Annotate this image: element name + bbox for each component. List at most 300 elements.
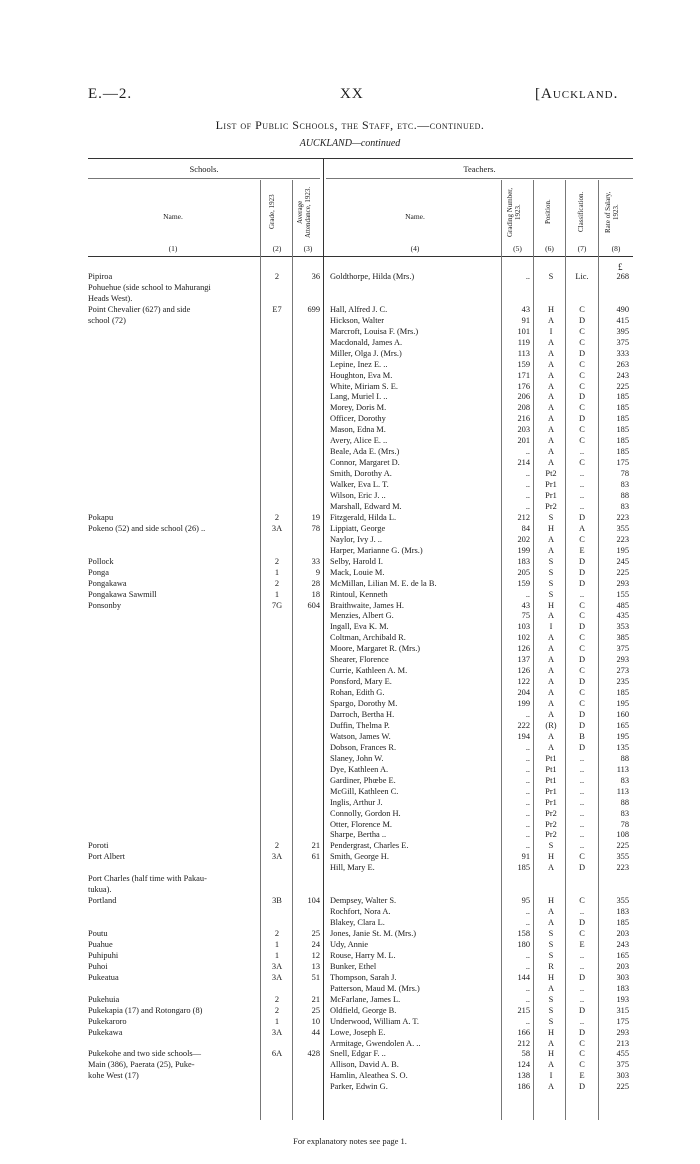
table-row — [0, 929, 700, 940]
school-name-cell: Puahue — [88, 939, 113, 949]
classification-cell: .. — [579, 491, 585, 500]
teacher-name-cell: Thompson, Sarah J. — [330, 972, 397, 982]
grade-cell: 7G — [271, 600, 283, 610]
teacher-name-cell: Shearer, Florence — [330, 655, 389, 665]
col-number: (4) — [410, 244, 420, 253]
salary-cell: 88 — [620, 797, 629, 807]
teacher-name-cell: Morey, Doris M. — [330, 403, 387, 413]
classification-cell: D — [578, 567, 586, 577]
group-underline-schools — [88, 178, 320, 179]
position-cell: A — [547, 655, 555, 665]
teacher-name-cell: Braithwaite, James H. — [330, 600, 404, 610]
attendance-cell: 25 — [311, 1005, 320, 1015]
table-row — [0, 820, 700, 831]
classification-cell: C — [579, 403, 585, 413]
position-cell: (R) — [545, 720, 557, 730]
table-row — [0, 633, 700, 644]
attendance-cell: 25 — [311, 929, 320, 938]
position-cell: S — [548, 929, 554, 938]
grade-cell: 2 — [274, 556, 280, 566]
grade-cell: 1 — [274, 589, 280, 599]
classification-cell: .. — [579, 950, 585, 960]
grading-number-cell: 43 — [521, 304, 530, 314]
position-cell: Pr2 — [545, 501, 557, 511]
salary-cell: 203 — [616, 961, 629, 971]
grade-cell: 2 — [274, 994, 280, 1004]
grading-number-cell: .. — [525, 447, 530, 457]
position-cell: H — [547, 600, 555, 610]
salary-cell: 185 — [616, 436, 629, 446]
position-cell: A — [547, 1082, 555, 1092]
salary-cell: 78 — [620, 469, 629, 479]
position-cell: A — [547, 918, 555, 928]
grading-number-cell: .. — [525, 469, 530, 479]
salary-cell: 303 — [616, 1071, 629, 1081]
table-row — [0, 1039, 700, 1050]
salary-cell: 375 — [616, 644, 629, 654]
salary-cell: 185 — [616, 688, 629, 698]
grading-number-cell: .. — [525, 994, 530, 1004]
classification-cell: D — [578, 677, 586, 687]
classification-cell: C — [579, 534, 585, 544]
header-bottom-rule — [88, 256, 633, 257]
table-row — [0, 546, 700, 557]
position-cell: H — [547, 1049, 555, 1059]
classification-cell: D — [578, 1082, 586, 1092]
position-cell: Pt2 — [545, 469, 557, 479]
teacher-name-cell: Darroch, Bertha H. — [330, 710, 395, 719]
school-name-cell: Poutu — [88, 929, 108, 938]
salary-cell: 78 — [620, 819, 629, 829]
table-row — [0, 1028, 700, 1039]
salary-cell: 88 — [620, 753, 629, 763]
teacher-name-cell: Oldfield, George B. — [330, 1005, 397, 1015]
grade-cell: 2 — [274, 578, 280, 588]
attendance-cell: 36 — [311, 272, 320, 281]
col-number: (6) — [545, 244, 554, 253]
salary-cell: 88 — [620, 491, 629, 500]
teacher-name-cell: Houghton, Eva M. — [330, 370, 393, 380]
salary-cell: 293 — [616, 655, 629, 665]
classification-cell: D — [578, 710, 586, 719]
classification-cell: C — [579, 425, 585, 435]
teacher-name-cell: Marcroft, Louisa F. (Mrs.) — [330, 326, 419, 336]
table-row — [0, 973, 700, 984]
table-row — [0, 349, 700, 360]
salary-cell: 113 — [616, 786, 629, 796]
grading-number-cell: 119 — [517, 337, 530, 347]
grade-cell: 3A — [271, 523, 283, 533]
teacher-name-cell: Blakey, Clara L. — [330, 918, 385, 928]
classification-cell: C — [579, 370, 585, 380]
position-cell: A — [547, 425, 555, 435]
col-header-classification: Classification. — [577, 191, 585, 233]
teacher-name-cell: Connor, Margaret D. — [330, 458, 400, 468]
position-cell: H — [547, 852, 555, 862]
table-row — [0, 524, 700, 535]
teacher-name-cell: Officer, Dorothy — [330, 414, 386, 424]
table-row — [0, 732, 700, 743]
table-row — [0, 721, 700, 732]
table-row — [0, 885, 700, 896]
position-cell: Pt1 — [545, 753, 557, 763]
position-cell: A — [547, 1038, 555, 1048]
classification-cell: .. — [579, 907, 585, 917]
grading-number-cell: 158 — [517, 929, 530, 938]
teacher-name-cell: Smith, George H. — [330, 852, 389, 862]
table-row — [0, 283, 700, 294]
grading-number-cell: .. — [525, 710, 530, 719]
salary-cell: 435 — [616, 611, 629, 621]
school-name-cell: Port Charles (half time with Pakau- — [88, 874, 207, 884]
classification-cell: C — [579, 304, 585, 314]
grading-number-cell: 126 — [517, 666, 530, 676]
salary-cell: 223 — [616, 512, 629, 522]
table-row — [0, 655, 700, 666]
position-cell: S — [548, 994, 554, 1004]
teacher-name-cell: Watson, James W. — [330, 731, 391, 741]
attendance-cell: 699 — [307, 304, 320, 314]
salary-cell: 225 — [616, 381, 629, 391]
table-row — [0, 305, 700, 316]
classification-cell: C — [579, 337, 585, 347]
table-row — [0, 447, 700, 458]
col-number: (1) — [168, 244, 178, 253]
grading-number-cell: .. — [525, 841, 530, 851]
grading-number-cell: 138 — [517, 1071, 530, 1081]
grading-number-cell: 205 — [517, 567, 530, 577]
attendance-cell: 604 — [307, 600, 320, 610]
attendance-cell: 51 — [311, 972, 320, 982]
grade-cell: 3A — [271, 852, 283, 862]
school-name-cell: Heads West). — [88, 293, 133, 303]
salary-cell: 293 — [616, 578, 629, 588]
grading-number-cell: .. — [525, 830, 530, 840]
position-cell: H — [547, 523, 555, 533]
salary-cell: 490 — [616, 304, 629, 314]
position-cell: Pr1 — [545, 797, 557, 807]
table-row — [0, 951, 700, 962]
school-name-cell: Portland — [88, 896, 117, 906]
classification-cell: .. — [579, 469, 585, 479]
grading-number-cell: 113 — [517, 348, 530, 358]
classification-cell: D — [578, 392, 586, 402]
attendance-cell: 44 — [311, 1027, 320, 1037]
grading-number-cell: 194 — [517, 731, 530, 741]
salary-cell: 185 — [616, 403, 629, 413]
position-cell: Pr2 — [545, 808, 557, 818]
grading-number-cell: 186 — [517, 1082, 530, 1092]
grading-number-cell: .. — [525, 819, 530, 829]
group-heading-schools: Schools. — [189, 164, 219, 174]
position-cell: A — [547, 534, 555, 544]
teacher-name-cell: Rintoul, Kenneth — [330, 589, 388, 599]
position-cell: S — [548, 578, 554, 588]
salary-cell: 235 — [616, 677, 629, 687]
attendance-cell: 10 — [311, 1016, 320, 1026]
salary-cell: 160 — [616, 710, 629, 719]
position-cell: Pr1 — [545, 480, 557, 490]
teacher-name-cell: Dye, Kathleen A. — [330, 764, 389, 774]
salary-cell: 243 — [616, 939, 629, 949]
grading-number-cell: .. — [525, 961, 530, 971]
salary-cell: 83 — [620, 808, 629, 818]
col-number: (3) — [303, 244, 313, 253]
table-row — [0, 841, 700, 852]
school-name-cell: Poroti — [88, 841, 109, 851]
salary-cell: 243 — [616, 370, 629, 380]
position-cell: Pt1 — [545, 764, 557, 774]
table-row — [0, 458, 700, 469]
table-row — [0, 469, 700, 480]
grading-number-cell: .. — [525, 742, 530, 752]
grade-cell: 3B — [272, 896, 282, 906]
teacher-name-cell: Allison, David A. B. — [330, 1060, 399, 1070]
grading-number-cell: 206 — [517, 392, 530, 402]
school-name-cell: Pukekaroro — [88, 1016, 127, 1026]
grading-number-cell: 84 — [521, 523, 530, 533]
table-row — [0, 327, 700, 338]
position-cell: H — [547, 304, 555, 314]
grading-number-cell: 222 — [517, 720, 530, 730]
position-cell: A — [547, 907, 555, 917]
table-row — [0, 1049, 700, 1060]
teacher-name-cell: Goldthorpe, Hilda (Mrs.) — [330, 272, 415, 281]
salary-cell: 83 — [620, 775, 629, 785]
position-cell: A — [547, 710, 555, 719]
teacher-name-cell: Lang, Muriel I. .. — [330, 392, 388, 402]
table-row — [0, 830, 700, 841]
salary-cell: 165 — [616, 950, 629, 960]
salary-cell: 155 — [616, 589, 629, 599]
teacher-name-cell: Jones, Janie St. M. (Mrs.) — [330, 929, 417, 938]
position-cell: Pr2 — [545, 830, 557, 840]
position-cell: Pr1 — [545, 786, 557, 796]
table-row — [0, 392, 700, 403]
page-header-left: E.—2. — [88, 86, 133, 102]
classification-cell: C — [579, 644, 585, 654]
classification-cell: C — [579, 381, 585, 391]
salary-cell: 355 — [616, 896, 629, 906]
school-name-cell: tukua). — [88, 885, 112, 895]
teacher-name-cell: McGill, Kathleen C. — [330, 786, 399, 796]
position-cell: A — [547, 348, 555, 358]
school-name-cell: Pokeno (52) and side school (26) .. — [88, 523, 206, 533]
teacher-name-cell: Marshall, Edward M. — [330, 501, 402, 511]
classification-cell: .. — [579, 797, 585, 807]
school-name-cell: Pukekohe and two side schools— — [88, 1049, 202, 1059]
salary-cell: 355 — [616, 523, 629, 533]
classification-cell: .. — [579, 447, 585, 457]
teacher-name-cell: Inglis, Arthur J. — [330, 797, 383, 807]
teacher-name-cell: Currie, Kathleen A. M. — [330, 666, 408, 676]
grade-cell: 2 — [274, 512, 280, 522]
grading-number-cell: 144 — [517, 972, 530, 982]
teacher-name-cell: Snell, Edgar F. .. — [330, 1049, 386, 1059]
position-cell: A — [547, 337, 555, 347]
salary-cell: 353 — [616, 622, 629, 632]
teacher-name-cell: Patterson, Maud M. (Mrs.) — [330, 983, 420, 993]
classification-cell: .. — [579, 480, 585, 490]
position-cell: H — [547, 1027, 555, 1037]
classification-cell: D — [578, 414, 586, 424]
position-cell: A — [547, 381, 555, 391]
grading-number-cell: .. — [525, 491, 530, 500]
grade-cell: 3A — [271, 972, 283, 982]
attendance-cell: 21 — [311, 994, 320, 1004]
grading-number-cell: .. — [525, 808, 530, 818]
position-cell: A — [547, 1060, 555, 1070]
school-name-cell: Point Chevalier (627) and side — [88, 304, 191, 314]
classification-cell: C — [579, 929, 585, 938]
table-row — [0, 743, 700, 754]
group-heading-teachers: Teachers. — [463, 164, 496, 174]
table-row — [0, 688, 700, 699]
salary-cell: 333 — [616, 348, 629, 358]
table-row — [0, 568, 700, 579]
teacher-name-cell: Rouse, Harry M. L. — [330, 950, 396, 960]
position-cell: A — [547, 644, 555, 654]
grading-number-cell: .. — [525, 753, 530, 763]
teacher-name-cell: Moore, Margaret R. (Mrs.) — [330, 644, 421, 654]
col-header-grading: Grading Number, 1923. — [506, 187, 522, 237]
salary-cell: 175 — [616, 1016, 629, 1026]
position-cell: S — [548, 556, 554, 566]
salary-cell: 175 — [616, 458, 629, 468]
teacher-name-cell: Udy, Annie — [330, 939, 369, 949]
table-row — [0, 863, 700, 874]
col-header-attendance: Average Attendance, 1923. — [296, 186, 312, 238]
col-header-position: Position. — [544, 199, 552, 225]
classification-cell: C — [579, 666, 585, 676]
classification-cell: C — [579, 1060, 585, 1070]
table-row — [0, 316, 700, 327]
position-cell: A — [547, 458, 555, 468]
position-cell: A — [547, 666, 555, 676]
grading-number-cell: 137 — [517, 655, 530, 665]
grading-number-cell: 176 — [517, 381, 530, 391]
position-cell: S — [548, 512, 554, 522]
attendance-cell: 21 — [311, 841, 320, 851]
grading-number-cell: 199 — [517, 699, 530, 709]
table-row — [0, 995, 700, 1006]
classification-cell: E — [579, 545, 585, 555]
grading-number-cell: 43 — [521, 600, 530, 610]
school-name-cell: Pukehuia — [88, 994, 120, 1004]
grading-number-cell: .. — [525, 950, 530, 960]
table-row — [0, 874, 700, 885]
teacher-name-cell: McFarlane, James L. — [330, 994, 401, 1004]
grading-number-cell: 95 — [521, 896, 530, 906]
attendance-cell: 19 — [311, 512, 320, 522]
salary-cell: 375 — [616, 337, 629, 347]
position-cell: Pr2 — [545, 819, 557, 829]
position-cell: A — [547, 611, 555, 621]
teacher-name-cell: Ponsford, Mary E. — [330, 677, 392, 687]
salary-cell: 195 — [616, 699, 629, 709]
teacher-name-cell: Lepine, Inez E. .. — [330, 359, 388, 369]
table-row — [0, 787, 700, 798]
classification-cell: E — [579, 1071, 585, 1081]
col-header-grade: Grade, 1923 — [268, 194, 276, 230]
table-row — [0, 940, 700, 951]
classification-cell: Lic. — [575, 272, 589, 281]
salary-cell: 195 — [616, 731, 629, 741]
salary-cell: 268 — [616, 272, 629, 281]
grading-number-cell: .. — [525, 480, 530, 490]
school-name-cell: Pongakawa Sawmill — [88, 589, 157, 599]
teacher-name-cell: Hall, Alfred J. C. — [330, 304, 388, 314]
currency-symbol: £ — [618, 262, 623, 272]
classification-cell: A — [578, 523, 586, 533]
teacher-name-cell: Rohan, Edith G. — [330, 688, 385, 698]
school-name-cell: Pongakawa — [88, 578, 127, 588]
salary-cell: 315 — [616, 1005, 629, 1015]
classification-cell: D — [578, 655, 586, 665]
teacher-name-cell: Miller, Olga J. (Mrs.) — [330, 348, 402, 358]
position-cell: A — [547, 359, 555, 369]
position-cell: S — [548, 589, 554, 599]
position-cell: A — [547, 392, 555, 402]
teacher-name-cell: Hill, Mary E. — [330, 863, 375, 873]
school-name-cell: Pukekapia (17) and Rotongaro (8) — [88, 1005, 203, 1015]
teacher-name-cell: Wilson, Eric J. .. — [330, 491, 386, 500]
grading-number-cell: 124 — [517, 1060, 530, 1070]
position-cell: A — [547, 983, 555, 993]
table-row — [0, 294, 700, 305]
school-name-cell: Pollock — [88, 556, 114, 566]
salary-cell: 185 — [616, 447, 629, 457]
table-row — [0, 699, 700, 710]
classification-cell: C — [579, 600, 585, 610]
position-cell: A — [547, 633, 555, 643]
position-cell: A — [547, 863, 555, 873]
grading-number-cell: 122 — [517, 677, 530, 687]
grading-number-cell: 215 — [517, 1005, 530, 1015]
salary-cell: 185 — [616, 425, 629, 435]
group-underline-teachers — [326, 178, 633, 179]
salary-cell: 375 — [616, 1060, 629, 1070]
grading-number-cell: 212 — [517, 1038, 530, 1048]
classification-cell: D — [578, 972, 586, 982]
position-cell: S — [548, 1005, 554, 1015]
grade-cell: 2 — [274, 1005, 280, 1015]
attendance-cell: 28 — [311, 578, 320, 588]
position-cell: A — [547, 677, 555, 687]
grade-cell: 1 — [274, 950, 280, 960]
classification-cell: .. — [579, 961, 585, 971]
table-row — [0, 513, 700, 524]
classification-cell: D — [578, 742, 586, 752]
teacher-name-cell: Mason, Edna M. — [330, 425, 386, 435]
position-cell: A — [547, 688, 555, 698]
col-number: (8) — [611, 244, 621, 253]
table-row — [0, 765, 700, 776]
table-row — [0, 338, 700, 349]
grade-cell: 6A — [271, 1049, 283, 1059]
page-header-center: XX — [340, 86, 364, 102]
teacher-name-cell: Connolly, Gordon H. — [330, 808, 401, 818]
grading-number-cell: .. — [525, 786, 530, 796]
classification-cell: C — [579, 1049, 585, 1059]
table-row — [0, 601, 700, 612]
col-number: (5) — [513, 244, 522, 253]
attendance-cell: 78 — [311, 523, 320, 533]
attendance-cell: 104 — [307, 896, 320, 906]
teacher-name-cell: Hamlin, Aleathea S. O. — [330, 1071, 408, 1081]
teacher-name-cell: Menzies, Albert G. — [330, 611, 394, 621]
position-cell: A — [547, 447, 555, 457]
